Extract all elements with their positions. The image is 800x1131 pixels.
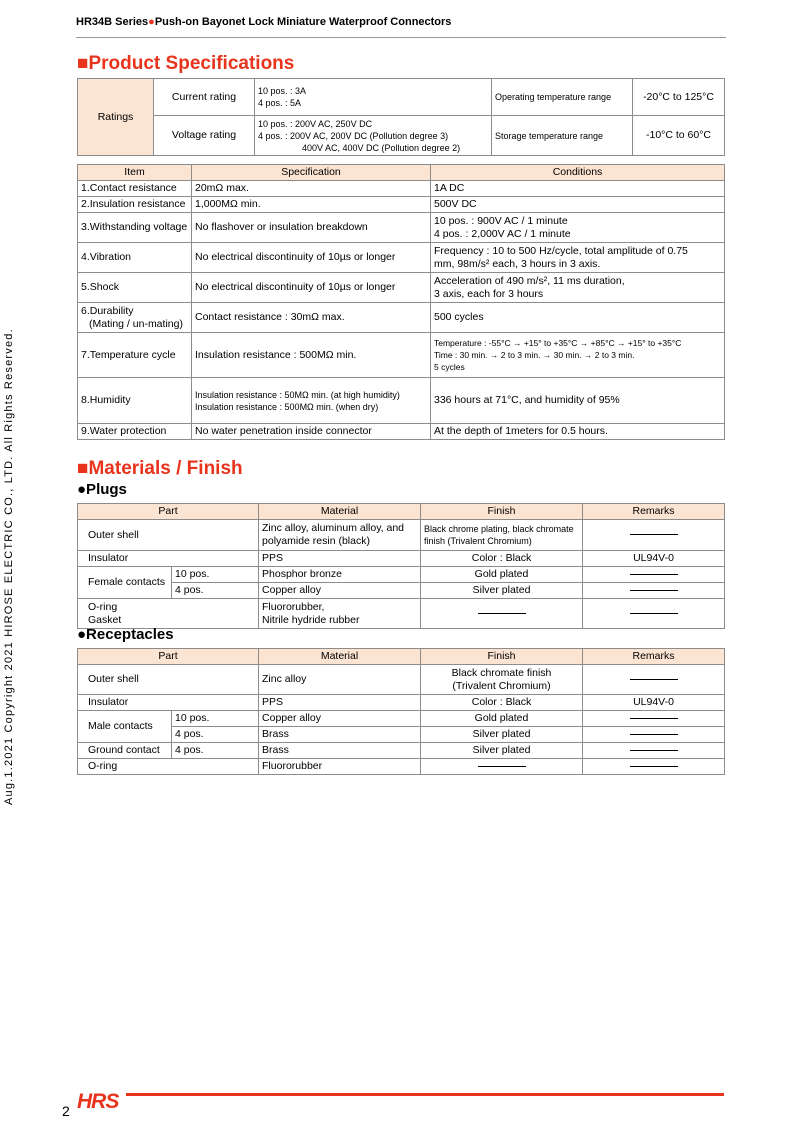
item-cell: 8.Humidity: [78, 378, 192, 424]
cond-line: Frequency : 10 to 500 Hz/cycle, total amplitude of 0.75: [434, 244, 688, 257]
col-finish: Finish: [421, 504, 583, 520]
spec-cell: No flashover or insulation breakdown: [192, 213, 431, 243]
spec-table: [77, 164, 725, 440]
table-row: [78, 599, 725, 629]
storage-temp-value: -10°C to 60°C: [633, 116, 725, 156]
cond-cell: [431, 333, 725, 378]
spec-cell: 20mΩ max.: [192, 181, 431, 197]
pos-cell: 10 pos.: [172, 567, 259, 583]
cond-cell: [431, 243, 725, 273]
spec-cell: Insulation resistance : 500MΩ min.: [192, 333, 431, 378]
table-row: [78, 378, 725, 424]
cond-line: 10 pos. : 900V AC / 1 minute: [434, 214, 568, 227]
item-cell: 7.Temperature cycle: [78, 333, 192, 378]
section-title-specs: ■Product Specifications: [77, 53, 295, 74]
col-conditions: Conditions: [431, 165, 725, 181]
table-row: [78, 727, 725, 743]
part-cell: Insulator: [78, 551, 259, 567]
finish-line: Black chromate finish: [451, 666, 552, 679]
col-material: Material: [259, 649, 421, 665]
table-row: [78, 583, 725, 599]
cond-cell: 336 hours at 71°C, and humidity of 95%: [431, 378, 725, 424]
col-part: Part: [78, 649, 259, 665]
table-row: [78, 197, 725, 213]
spec-line: Insulation resistance : 50MΩ min. (at high humidity): [195, 389, 400, 400]
item-line: 6.Durability: [81, 304, 134, 317]
spec-cell: No electrical discontinuity of 10µs or longer: [192, 243, 431, 273]
remarks-cell: [583, 583, 725, 599]
dash-icon: [630, 613, 678, 614]
side-copyright: Aug.1.2021 Copyright 2021 HIROSE ELECTRIC CO., LTD. All Rights Reserved.: [3, 328, 15, 805]
dash-icon: [630, 750, 678, 751]
col-part: Part: [78, 504, 259, 520]
part-cell: Outer shell: [78, 520, 259, 551]
part-line: O-ring: [88, 600, 118, 613]
item-cell: 2.Insulation resistance: [78, 197, 192, 213]
item-cell: 1.Contact resistance: [78, 181, 192, 197]
finish-cell: [421, 599, 583, 629]
voltage-4pos: 4 pos. : 200V AC, 200V DC (Pollution degree 3): [258, 130, 449, 141]
material-cell: Copper alloy: [259, 711, 421, 727]
col-specification: Specification: [192, 165, 431, 181]
material-cell: Brass: [259, 743, 421, 759]
plugs-table: [77, 503, 725, 629]
finish-cell: [421, 520, 583, 551]
cond-line: Acceleration of 490 m/s², 11 ms duration,: [434, 274, 625, 287]
op-temp-label: Operating temperature range: [492, 79, 633, 116]
material-line: Fluororubber,: [262, 600, 325, 613]
finish-cell: Gold plated: [421, 567, 583, 583]
table-row: [78, 213, 725, 243]
part-cell: Outer shell: [78, 665, 259, 695]
material-cell: Zinc alloy: [259, 665, 421, 695]
dash-icon: [630, 574, 678, 575]
table-row: [78, 333, 725, 378]
table-row: [78, 551, 725, 567]
table-row: [78, 711, 725, 727]
part-line: Gasket: [88, 613, 122, 626]
current-rating-values: [255, 79, 492, 116]
cond-cell: [431, 273, 725, 303]
material-cell: Copper alloy: [259, 583, 421, 599]
remarks-cell: UL94V-0: [583, 695, 725, 711]
dash-icon: [478, 766, 526, 767]
subsection-receptacles: ●Receptacles: [77, 626, 174, 643]
table-row: [78, 743, 725, 759]
cond-line: Temperature : -55°C → +15° to +35°C → +85°C → +15° to +35°C: [434, 338, 682, 348]
receptacles-table: [77, 648, 725, 775]
page-header: [76, 16, 726, 28]
voltage-rating-values: [255, 116, 492, 156]
table-row: [78, 303, 725, 333]
cond-cell: 500 cycles: [431, 303, 725, 333]
finish-cell: Silver plated: [421, 743, 583, 759]
finish-line: finish (Trivalent Chromium): [424, 536, 532, 546]
dash-icon: [478, 613, 526, 614]
item-line: (Mating / un-mating): [89, 317, 183, 330]
cond-cell: [431, 213, 725, 243]
col-finish: Finish: [421, 649, 583, 665]
table-row: [78, 695, 725, 711]
finish-cell: Gold plated: [421, 711, 583, 727]
material-line: polyamide resin (black): [262, 535, 370, 547]
remarks-cell: UL94V-0: [583, 551, 725, 567]
remarks-cell: [583, 727, 725, 743]
current-4pos: 4 pos. : 5A: [258, 98, 302, 108]
section-title-materials: ■Materials / Finish: [77, 458, 243, 479]
spec-cell: Contact resistance : 30mΩ max.: [192, 303, 431, 333]
pos-cell: 4 pos.: [172, 727, 259, 743]
spec-cell: 1,000MΩ min.: [192, 197, 431, 213]
item-cell: 5.Shock: [78, 273, 192, 303]
cond-line: 5 cycles: [434, 362, 465, 372]
item-cell: 3.Withstanding voltage: [78, 213, 192, 243]
dash-icon: [630, 534, 678, 535]
header-title: Push-on Bayonet Lock Miniature Waterproof Connectors: [154, 16, 452, 28]
voltage-4pos-cont: 400V AC, 400V DC (Pollution degree 2): [302, 142, 461, 153]
voltage-10pos: 10 pos. : 200V AC, 250V DC: [258, 118, 373, 129]
col-remarks: Remarks: [583, 504, 725, 520]
header-divider: [76, 37, 726, 38]
page-number: 2: [62, 1103, 70, 1119]
table-row: [78, 273, 725, 303]
dash-icon: [630, 734, 678, 735]
material-line: Nitrile hydride rubber: [262, 613, 360, 626]
series-name: HR34B Series: [76, 16, 149, 28]
finish-cell: [421, 665, 583, 695]
ratings-label: Ratings: [78, 79, 154, 156]
cond-line: 3 axis, each for 3 hours: [434, 287, 544, 300]
table-row: [78, 665, 725, 695]
table-row: [78, 567, 725, 583]
part-cell: O-ring: [78, 759, 259, 775]
material-cell: Brass: [259, 727, 421, 743]
spec-cell: [192, 378, 431, 424]
pos-cell: 10 pos.: [172, 711, 259, 727]
part-cell: Female contacts: [78, 567, 172, 599]
material-cell: Phosphor bronze: [259, 567, 421, 583]
op-temp-value: -20°C to 125°C: [633, 79, 725, 116]
finish-cell: Silver plated: [421, 727, 583, 743]
finish-cell: [421, 759, 583, 775]
cond-cell: 1A DC: [431, 181, 725, 197]
item-cell: 4.Vibration: [78, 243, 192, 273]
finish-cell: Silver plated: [421, 583, 583, 599]
remarks-cell: [583, 567, 725, 583]
remarks-cell: [583, 711, 725, 727]
subsection-plugs: ●Plugs: [77, 481, 127, 498]
dash-icon: [630, 766, 678, 767]
cond-line: Time : 30 min. → 2 to 3 min. → 30 min. → 2 to 3 min.: [434, 350, 635, 360]
footer-divider: [126, 1093, 724, 1096]
part-cell: Male contacts: [78, 711, 172, 743]
col-item: Item: [78, 165, 192, 181]
item-cell: 9.Water protection: [78, 424, 192, 440]
material-cell: [259, 520, 421, 551]
material-cell: PPS: [259, 695, 421, 711]
finish-line: Black chrome plating, black chromate: [424, 524, 574, 534]
storage-temp-label: Storage temperature range: [492, 116, 633, 156]
voltage-rating-label: Voltage rating: [154, 116, 255, 156]
cond-cell: 500V DC: [431, 197, 725, 213]
remarks-cell: [583, 520, 725, 551]
part-cell: Ground contact: [78, 743, 172, 759]
item-cell: [78, 303, 192, 333]
cond-cell: At the depth of 1meters for 0.5 hours.: [431, 424, 725, 440]
remarks-cell: [583, 743, 725, 759]
bullet-dot-icon: ●: [148, 16, 155, 28]
hrs-logo: HRS: [77, 1090, 119, 1113]
table-row: [78, 759, 725, 775]
finish-line: (Trivalent Chromium): [452, 679, 551, 692]
part-cell: [78, 599, 259, 629]
cond-line: mm, 98m/s² each, 3 hours in 3 axis.: [434, 257, 601, 270]
table-row: [78, 520, 725, 551]
dash-icon: [630, 679, 678, 680]
remarks-cell: [583, 665, 725, 695]
table-row: [78, 243, 725, 273]
col-remarks: Remarks: [583, 649, 725, 665]
current-rating-label: Current rating: [154, 79, 255, 116]
material-cell: Fluororubber: [259, 759, 421, 775]
pos-cell: 4 pos.: [172, 583, 259, 599]
material-cell: PPS: [259, 551, 421, 567]
ratings-table: [77, 78, 725, 156]
remarks-cell: [583, 759, 725, 775]
spec-cell: No electrical discontinuity of 10µs or longer: [192, 273, 431, 303]
current-10pos: 10 pos. : 3A: [258, 86, 307, 96]
table-row: [78, 424, 725, 440]
table-row: [78, 181, 725, 197]
material-cell: [259, 599, 421, 629]
material-line: Zinc alloy, aluminum alloy, and: [262, 522, 405, 534]
remarks-cell: [583, 599, 725, 629]
spec-cell: No water penetration inside connector: [192, 424, 431, 440]
dash-icon: [630, 718, 678, 719]
spec-line: Insulation resistance : 500MΩ min. (when dry): [195, 401, 379, 412]
part-cell: Insulator: [78, 695, 259, 711]
finish-cell: Color : Black: [421, 551, 583, 567]
col-material: Material: [259, 504, 421, 520]
cond-line: 4 pos. : 2,000V AC / 1 minute: [434, 227, 571, 240]
dash-icon: [630, 590, 678, 591]
pos-cell: 4 pos.: [172, 743, 259, 759]
finish-cell: Color : Black: [421, 695, 583, 711]
